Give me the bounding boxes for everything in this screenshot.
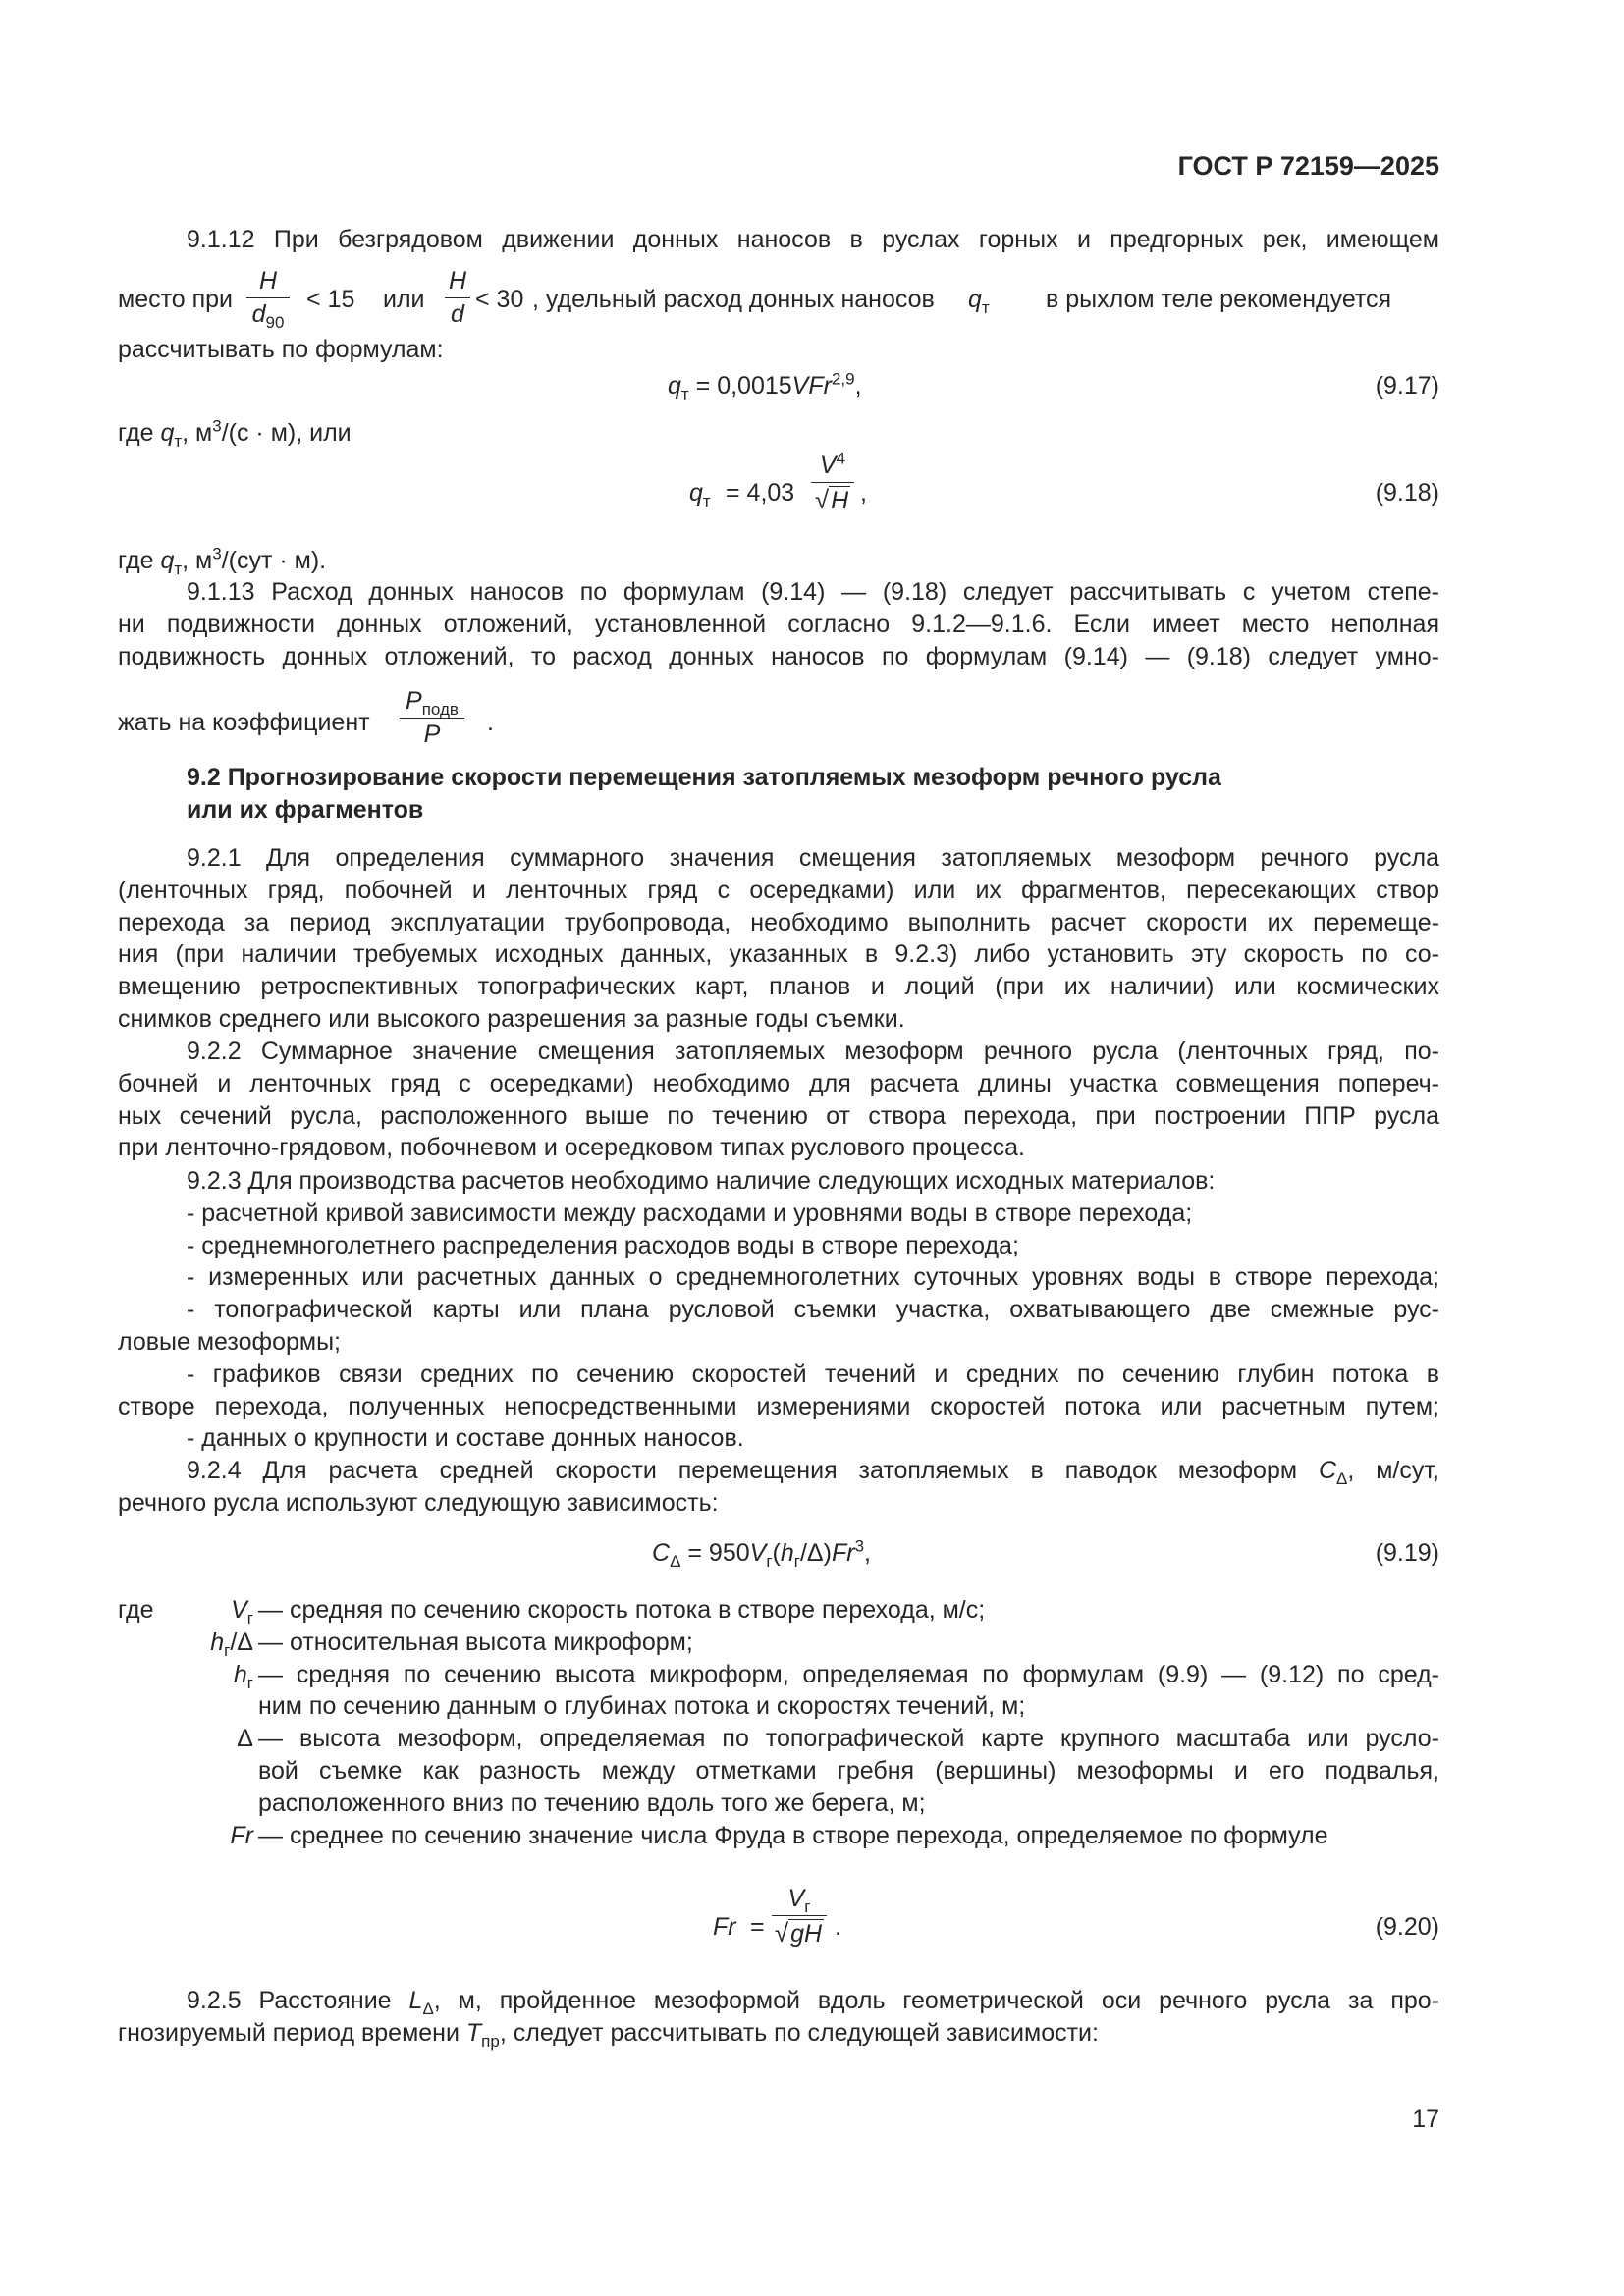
superscript: 3 [212,416,222,436]
numerator: V [787,1885,805,1912]
variable-v: V [749,1539,767,1567]
paragraph-line: ных сечений русла, расположенного выше по течению от створа перехода, при построении ППР русла [118,1101,1439,1130]
definition-body [258,1820,1439,1852]
variable-l: L [408,1987,423,2014]
variable-q: q [668,372,681,400]
variable-q: q [160,419,175,447]
where-9-18 [118,544,327,578]
superscript: 3 [854,1536,865,1556]
definition-body [258,1659,1439,1724]
paragraph-line: 9.2.1 Для определения суммарного значения смещения затопляемых мезоформ речного русла [187,844,1439,872]
definition-line: — относительная высота микроформ; [258,1628,693,1656]
text-fragment: где [118,419,154,447]
subscript: г [224,1640,231,1660]
paragraph-line: снимков среднего или высокого разрешения за разные годы съемки. [118,1004,905,1033]
text-fragment: где [118,547,154,574]
heading-line: или их фрагментов [187,796,424,824]
equation-text: . [835,1913,841,1941]
subscript: подв [421,700,459,719]
equation-number: (9.17) [1375,372,1439,400]
list-line: - данных о крупности и составе донных наносов. [187,1424,744,1453]
definition-item [118,1594,1439,1627]
paragraph-line: вмещению ретроспективных топографических карт, планов и лоций (при их наличии) или космических [118,973,1439,1001]
paragraph-line: 9.1.12 При безгрядовом движении донных наносов в руслах горных и предгорных рек, имеющем [187,226,1439,253]
subscript: Δ [1336,1469,1348,1488]
where-9-17 [118,416,352,451]
term-rest: /Δ [230,1628,253,1656]
text-fragment: гнозируемый период времени [118,2018,460,2047]
text-fragment: 9.2.5 Расстояние [187,1987,392,2014]
numerator: P [406,687,422,715]
definition-line: ним по сечению данным о глубинах потока и скоростях течений, м; [258,1692,1026,1721]
text-fragment: , удельный расход донных наносов [532,286,935,313]
paragraph-line: подвижность донных отложений, то расход донных наносов по формулам (9.14) — (9.18) следует умно- [118,642,1439,670]
equation-9-18 [689,449,984,530]
list-line: створе перехода, полученных непосредственными измерениями скоростей потока или расчетным путем; [118,1392,1439,1420]
list-line: - измеренных или расчетных данных о среднемноголетних суточных уровнях воды в створе перехода; [187,1263,1439,1292]
paragraph-line [118,1985,1439,2017]
list-line: - графиков связи средних по сечению скоростей течений и средних по сечению глубин потока в [187,1360,1439,1388]
denominator: P [423,721,441,748]
variable-q: q [689,479,703,507]
paragraph-line: перехода за период эксплуатации трубопровода, необходимо выполнить расчет скорости их перемеще- [118,908,1439,936]
page-number: 17 [1412,2106,1439,2133]
variable-q: q [968,286,982,313]
paragraph-9-1-12-formula-line [118,267,1439,330]
text-fragment: /(сут · м). [221,547,327,574]
paragraph-9-2-2 [118,1036,1439,1164]
paragraph-line: при ленточно-грядовом, побочневом и осередковом типах руслового процесса. [118,1134,1025,1162]
section-heading-9-2 [187,762,1221,827]
variable-q: q [160,547,175,574]
definition-item [118,1659,1439,1724]
subscript: т [174,432,183,451]
subscript: г [793,1552,800,1571]
definition-prefix: где [118,1596,154,1624]
superscript: 4 [836,449,846,468]
list-line: - топографической карты или плана русловой съемки участка, охватывающего две смежные рус- [187,1296,1439,1324]
paragraph-line: 9.2.2 Суммарное значение смещения затопляемых мезоформ речного русла (ленточных гряд, по- [187,1038,1439,1065]
term-symbol: Fr [230,1821,253,1849]
paragraph-9-2-4 [118,1455,1439,1520]
text-fragment: 9.2.4 Для расчета средней скорости перемещения затопляемых в паводок мезоформ [187,1457,1298,1484]
equation-9-20 [713,1885,909,1973]
variable-vfr: VFr [791,372,832,400]
equation-number: (9.18) [1375,479,1439,507]
text-fragment: или [383,286,425,313]
definition-term [118,1659,253,1691]
sqrt-h: √H [814,485,849,514]
equation-text: /Δ) [799,1539,832,1567]
subscript: т [174,560,183,578]
text-fragment: . [487,709,494,736]
paragraph-line [118,1455,1439,1487]
paragraph-line: ния (при наличии требуемых исходных данных, указанных в 9.2.3) либо установить эту скорость по со- [118,940,1439,969]
text-fragment: , м/сут, [1347,1457,1440,1484]
definition-term [118,1627,253,1659]
list-line: - среднемноголетнего распределения расходов воды в створе перехода; [187,1231,1019,1259]
definitions-9-19 [118,1594,1439,1851]
variable-fr: Fr [713,1913,736,1941]
denominator: d [451,300,464,328]
definition-item [118,1820,1439,1852]
definition-line: — средняя по сечению скорость потока в створе перехода, м/с; [258,1596,986,1624]
list-line: - расчетной кривой зависимости между расходами и уровнями воды в створе перехода; [187,1199,1193,1227]
subscript: Δ [670,1552,681,1571]
subscript: 90 [265,313,285,332]
text-fragment: /(с · м), или [221,419,352,447]
comparison: < 30 [475,286,524,313]
definition-line: — средняя по сечению высота микроформ, определяемая по формулам (9.9) — (9.12) по сред- [258,1660,1439,1688]
variable-t: T [465,2018,482,2047]
text-fragment: , м, пройденное мезоформой вдоль геометрической оси речного русла за про- [433,1987,1439,2014]
fraction-h-d90 [246,267,290,332]
equation-text: , [860,479,867,507]
paragraph-9-2-3 [118,1165,1439,1455]
text-fragment: жать на коэффициент [118,709,370,736]
equation-9-19 [652,1536,871,1571]
equation-number: (9.20) [1375,1913,1439,1941]
definition-body [258,1627,1439,1659]
numerator: V [819,452,837,479]
variable-gh: gH [790,1920,823,1948]
subscript: т [680,385,689,403]
equation-9-17 [668,369,862,403]
superscript: 2,9 [831,369,855,389]
paragraph-line: рассчитывать по формулам: [118,336,444,363]
text-fragment: место при [118,286,234,313]
numerator: H [258,267,278,294]
variable-h: h [780,1539,794,1567]
comparison: < 15 [306,286,355,313]
equation-text: = 0,0015 [695,372,792,400]
paragraph-line: (ленточных гряд, побочней и ленточных гряд с осередками) или их фрагментов, пересекающих створ [118,876,1439,904]
equation-text: , [864,1539,871,1567]
subscript: г [804,1897,811,1916]
definition-line: — среднее по сечению значение числа Фруда в створе перехода, определяемое по формуле [258,1821,1328,1849]
definition-body [258,1723,1439,1819]
equation-text: = 950 [687,1539,750,1567]
definition-term [118,1594,253,1627]
paragraph-line: бочней и ленточных гряд с осередками) необходимо для расчета длины участка совмещения попереч- [118,1069,1439,1097]
definition-line: расположенного вниз по течению вдоль того же берега, м; [258,1789,926,1817]
equation-text: , [854,372,862,400]
paragraph-9-2-1 [118,842,1439,1036]
paragraph-line: 9.1.13 Расход донных наносов по формулам (9.14) — (9.18) следует рассчитывать с учетом степе- [187,578,1439,606]
heading-line: 9.2 Прогнозирование скорости перемещения затопляемых мезоформ речного русла [187,764,1221,791]
equation-text: ( [772,1539,781,1567]
text-fragment: , м [182,419,213,447]
definition-body [258,1594,1439,1627]
sqrt-gh: √gH [774,1918,823,1948]
term-symbol: V [231,1596,247,1624]
document-header: ГОСТ Р 72159—2025 [1177,151,1439,181]
paragraph-9-1-13-coefficient [118,687,609,756]
subscript: г [246,1609,253,1628]
definition-line: вой съемке как разность между отметками гребня (вершины) мезоформы и его подвалья, [258,1756,1439,1785]
variable-fr: Fr [831,1539,855,1567]
equation-text: = 4,03 [726,479,795,507]
paragraph-9-1-12 [118,224,1439,256]
variable-c: C [1318,1457,1337,1484]
paragraph-line: ни подвижности донных отложений, установленной согласно 9.1.2—9.1.6. Если имеет место неполная [118,610,1439,638]
subscript: т [981,298,990,317]
variable-c: C [652,1539,671,1567]
superscript: 3 [212,544,222,563]
paragraph-9-1-13 [118,576,1439,672]
subscript: пр [481,2031,500,2051]
subscript: г [246,1673,253,1692]
denominator: d [251,300,266,328]
equation-text: = [750,1913,765,1941]
definition-line: — высота мезоформ, определяемая по топографической карте крупного масштаба или русло- [258,1725,1439,1753]
definition-term [118,1820,253,1852]
term-symbol: h [210,1628,225,1656]
paragraph-9-2-5 [118,1985,1439,2050]
text-fragment: , следует рассчитывать по следующей зависимости: [499,2018,1099,2047]
paragraph-line [118,2017,1439,2050]
subscript: Δ [422,2000,434,2018]
list-line: ловые мезоформы; [118,1327,341,1356]
subscript: г [766,1552,773,1571]
definition-term [118,1723,253,1755]
definition-item [118,1627,1439,1659]
definition-item [118,1723,1439,1819]
paragraph-line: речного русла используют следующую зависимость: [118,1488,719,1517]
list-line: 9.2.3 Для производства расчетов необходимо наличие следующих исходных материалов: [187,1167,1216,1195]
text-fragment: , м [182,547,213,574]
term-symbol: Δ [237,1725,253,1753]
equation-number: (9.19) [1375,1539,1439,1567]
subscript: т [702,492,711,510]
numerator: H [448,267,467,294]
variable-h: H [831,487,849,514]
text-fragment: в рыхлом теле рекомендуется [1046,286,1392,313]
fraction-h-d [445,267,470,329]
term-symbol: h [233,1660,247,1688]
